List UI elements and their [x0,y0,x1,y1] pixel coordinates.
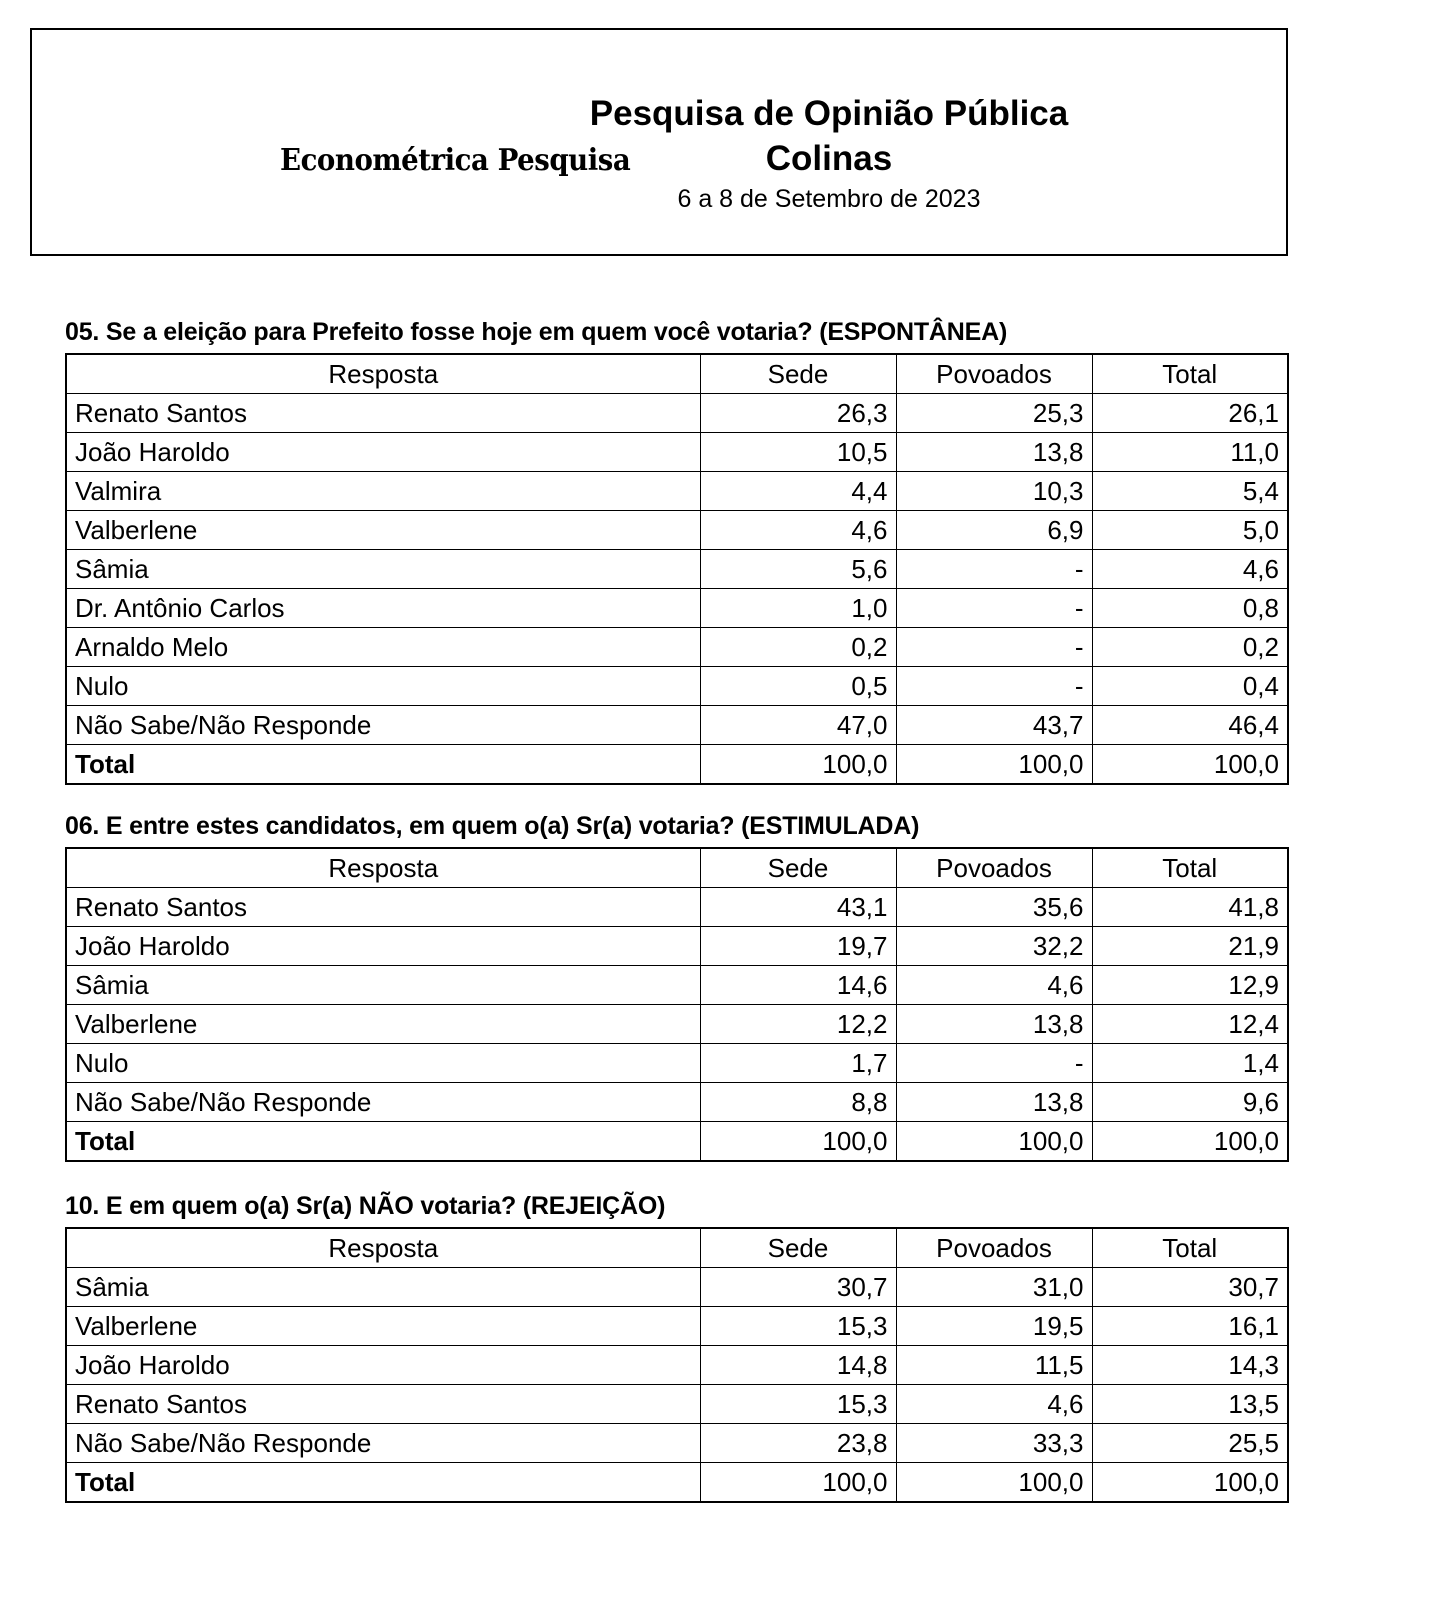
value-povoados: 13,8 [896,1082,1092,1121]
table-body [66,887,1288,1161]
value-povoados: - [896,549,1092,588]
total-total: 100,0 [1092,1462,1288,1502]
table-row [66,588,1288,627]
question-title: 05. Se a eleição para Prefeito fosse hoje em quem você votaria? (ESPONTÂNEA) [65,318,1008,346]
table-total-row [66,1462,1288,1502]
value-sede: 0,5 [700,666,896,705]
table-row [66,627,1288,666]
row-label: Sâmia [66,1267,700,1306]
row-label: Não Sabe/Não Responde [66,705,700,744]
results-table [65,847,1289,1162]
page-title-line1: Pesquisa de Opinião Pública [589,94,1069,133]
table-row [66,1384,1288,1423]
value-total: 41,8 [1092,887,1288,926]
table-row [66,393,1288,432]
table-total-row [66,1121,1288,1161]
value-sede: 26,3 [700,393,896,432]
total-sede: 100,0 [700,744,896,784]
page-title-line2: Colinas [765,138,893,178]
value-sede: 15,3 [700,1384,896,1423]
value-total: 25,5 [1092,1423,1288,1462]
value-sede: 4,6 [700,510,896,549]
value-total: 13,5 [1092,1384,1288,1423]
total-label: Total [66,1462,700,1502]
value-povoados: 13,8 [896,1004,1092,1043]
value-sede: 10,5 [700,432,896,471]
value-total: 4,6 [1092,549,1288,588]
row-label: Renato Santos [66,393,700,432]
row-label: Não Sabe/Não Responde [66,1082,700,1121]
row-label: Valberlene [66,1004,700,1043]
table-total-row [66,744,1288,784]
question-block-06 [65,812,1287,1162]
question-title: 10. E em quem o(a) Sr(a) NÃO votaria? (REJEIÇÃO) [65,1192,666,1220]
value-povoados: 13,8 [896,432,1092,471]
row-label: João Haroldo [66,432,700,471]
value-total: 0,2 [1092,627,1288,666]
value-sede: 19,7 [700,926,896,965]
value-sede: 0,2 [700,627,896,666]
row-label: Nulo [66,666,700,705]
column-header-total: Total [1092,848,1288,888]
table-row [66,471,1288,510]
table-row [66,1267,1288,1306]
value-povoados: 4,6 [896,965,1092,1004]
column-header-povoados: Povoados [896,848,1092,888]
total-label: Total [66,744,700,784]
table-body [66,1267,1288,1502]
results-table [65,353,1289,785]
value-povoados: 32,2 [896,926,1092,965]
row-label: Arnaldo Melo [66,627,700,666]
table-row [66,1423,1288,1462]
value-povoados: 31,0 [896,1267,1092,1306]
value-sede: 1,7 [700,1043,896,1082]
value-total: 5,4 [1092,471,1288,510]
value-povoados: - [896,627,1092,666]
table-row [66,432,1288,471]
table-header-row [66,354,1288,394]
value-povoados: 19,5 [896,1306,1092,1345]
table-row [66,549,1288,588]
value-povoados: 4,6 [896,1384,1092,1423]
row-label: Valmira [66,471,700,510]
row-label: Nulo [66,1043,700,1082]
value-total: 11,0 [1092,432,1288,471]
table-row [66,705,1288,744]
table-row [66,1306,1288,1345]
column-header-povoados: Povoados [896,354,1092,394]
value-sede: 43,1 [700,887,896,926]
row-label: Sâmia [66,965,700,1004]
value-sede: 5,6 [700,549,896,588]
value-total: 0,4 [1092,666,1288,705]
table-row [66,1004,1288,1043]
column-header-sede: Sede [700,1228,896,1268]
total-total: 100,0 [1092,744,1288,784]
column-header-resposta: Resposta [66,354,700,394]
column-header-sede: Sede [700,848,896,888]
value-povoados: 33,3 [896,1423,1092,1462]
column-header-total: Total [1092,1228,1288,1268]
value-total: 14,3 [1092,1345,1288,1384]
table-row [66,1043,1288,1082]
question-block-10 [65,1192,1287,1503]
value-sede: 14,8 [700,1345,896,1384]
value-povoados: 35,6 [896,887,1092,926]
table-row [66,887,1288,926]
row-label: Valberlene [66,1306,700,1345]
value-total: 16,1 [1092,1306,1288,1345]
table-row [66,510,1288,549]
value-povoados: - [896,666,1092,705]
row-label: João Haroldo [66,926,700,965]
table-row [66,1082,1288,1121]
row-label: Renato Santos [66,887,700,926]
value-sede: 8,8 [700,1082,896,1121]
value-sede: 23,8 [700,1423,896,1462]
question-title: 06. E entre estes candidatos, em quem o(a) Sr(a) votaria? (ESTIMULADA) [65,812,920,840]
value-sede: 15,3 [700,1306,896,1345]
page-title [32,92,1286,182]
value-povoados: - [896,588,1092,627]
results-table [65,1227,1289,1503]
table-header-row [66,848,1288,888]
question-block-05 [65,318,1287,785]
column-header-total: Total [1092,354,1288,394]
row-label: Valberlene [66,510,700,549]
total-total: 100,0 [1092,1121,1288,1161]
value-povoados: 25,3 [896,393,1092,432]
total-label: Total [66,1121,700,1161]
table-body [66,393,1288,784]
value-sede: 14,6 [700,965,896,1004]
column-header-resposta: Resposta [66,1228,700,1268]
total-povoados: 100,0 [896,1121,1092,1161]
value-sede: 4,4 [700,471,896,510]
table-row [66,965,1288,1004]
value-total: 26,1 [1092,393,1288,432]
table-row [66,926,1288,965]
row-label: Dr. Antônio Carlos [66,588,700,627]
column-header-sede: Sede [700,354,896,394]
table-row [66,1345,1288,1384]
column-header-resposta: Resposta [66,848,700,888]
value-total: 46,4 [1092,705,1288,744]
total-povoados: 100,0 [896,744,1092,784]
value-sede: 12,2 [700,1004,896,1043]
total-povoados: 100,0 [896,1462,1092,1502]
value-total: 21,9 [1092,926,1288,965]
value-sede: 1,0 [700,588,896,627]
row-label: Sâmia [66,549,700,588]
value-povoados: - [896,1043,1092,1082]
value-total: 0,8 [1092,588,1288,627]
value-povoados: 43,7 [896,705,1092,744]
value-total: 30,7 [1092,1267,1288,1306]
value-total: 1,4 [1092,1043,1288,1082]
row-label: Renato Santos [66,1384,700,1423]
value-sede: 30,7 [700,1267,896,1306]
value-total: 12,4 [1092,1004,1288,1043]
value-total: 5,0 [1092,510,1288,549]
value-sede: 47,0 [700,705,896,744]
table-header-row [66,1228,1288,1268]
total-sede: 100,0 [700,1121,896,1161]
report-header [30,28,1288,256]
total-sede: 100,0 [700,1462,896,1502]
value-povoados: 11,5 [896,1345,1092,1384]
row-label: João Haroldo [66,1345,700,1384]
value-total: 9,6 [1092,1082,1288,1121]
value-total: 12,9 [1092,965,1288,1004]
table-row [66,666,1288,705]
survey-date: 6 a 8 de Setembro de 2023 [677,185,981,213]
company-logo-text: Econométrica Pesquisa [280,143,631,178]
value-povoados: 10,3 [896,471,1092,510]
row-label: Não Sabe/Não Responde [66,1423,700,1462]
value-povoados: 6,9 [896,510,1092,549]
column-header-povoados: Povoados [896,1228,1092,1268]
